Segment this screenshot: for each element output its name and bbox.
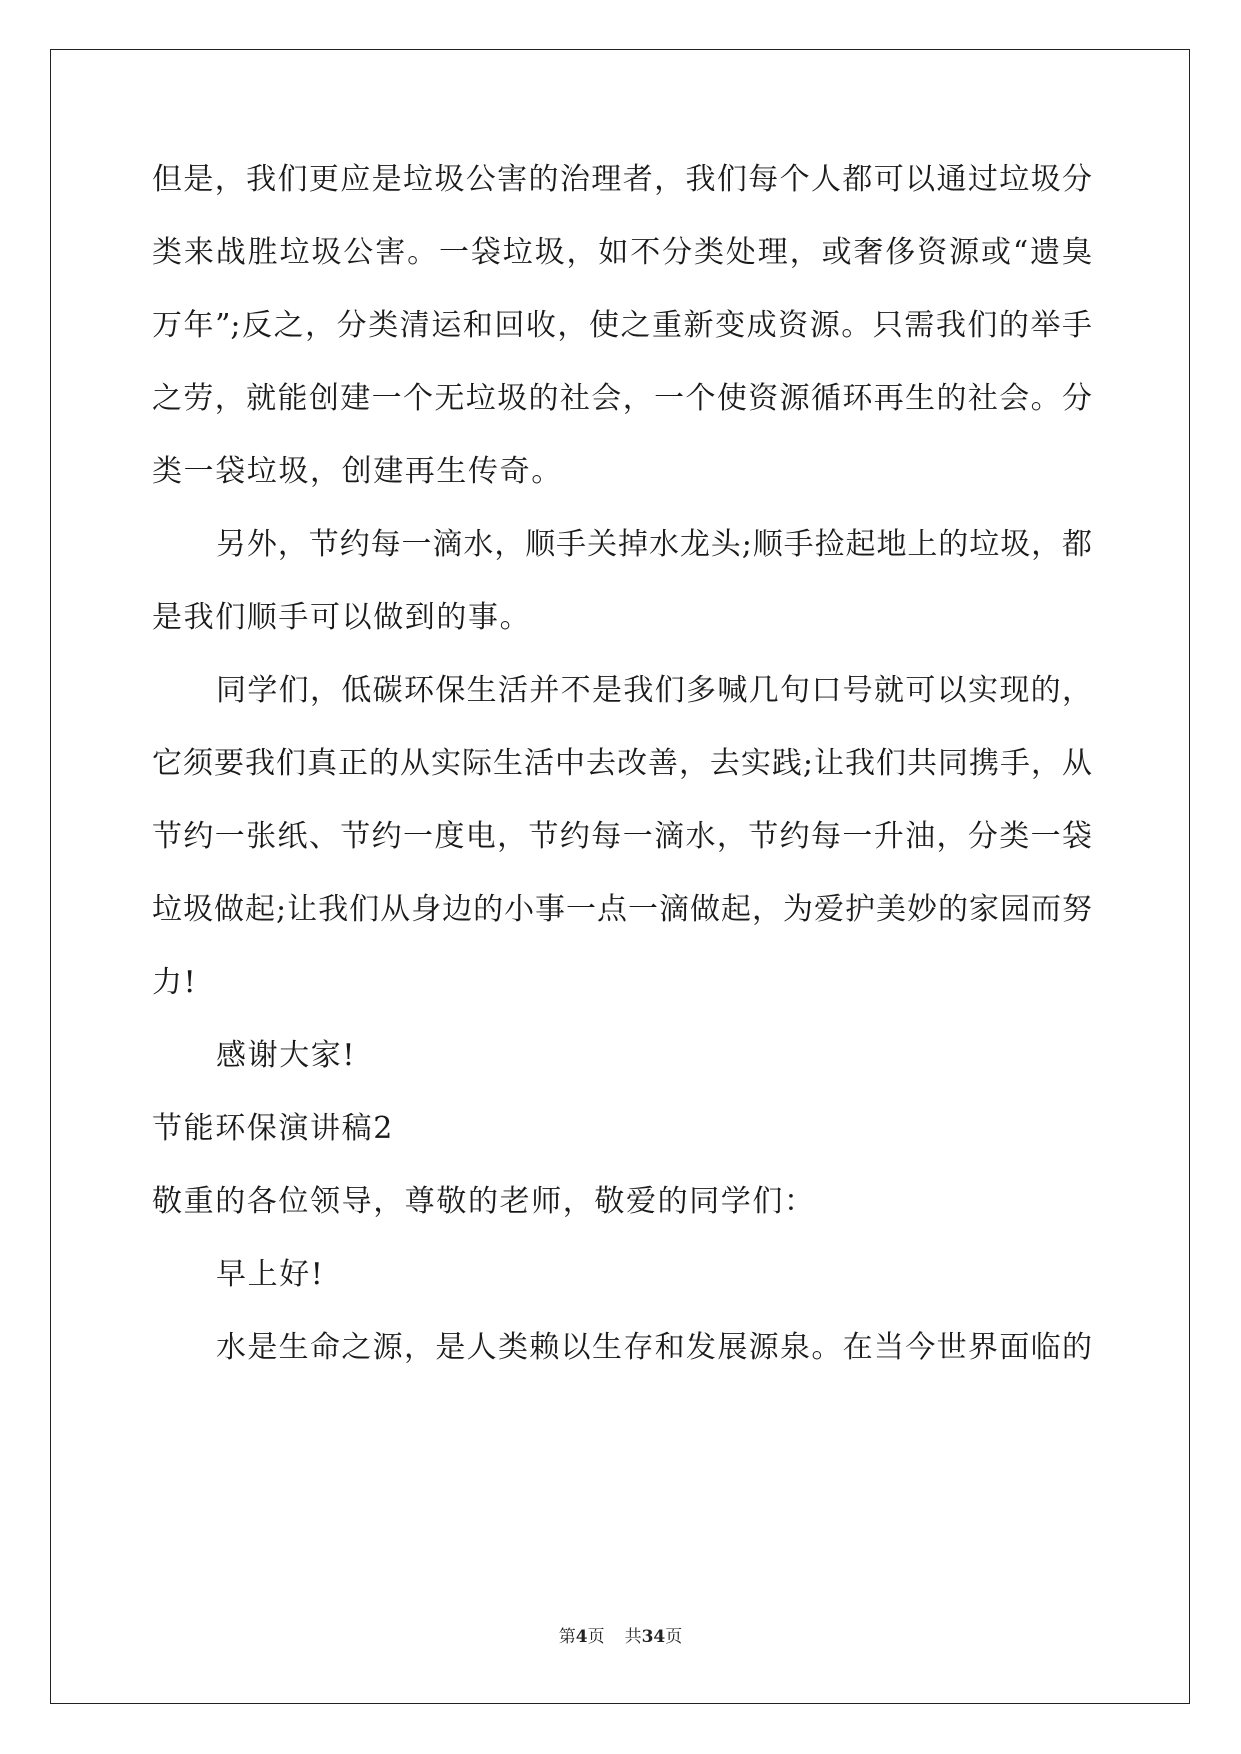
page-border — [50, 49, 1190, 1704]
page-suffix: 页 — [587, 1627, 605, 1647]
paragraph-line: 但是，我们更应是垃圾公害的治理者，我们每个人都可以通过垃圾分 — [152, 162, 1092, 197]
paragraph-line: 水是生命之源，是人类赖以生存和发展源泉。在当今世界面临的 — [216, 1330, 1092, 1365]
closing-line: 感谢大家! — [216, 1038, 357, 1073]
paragraph-line: 垃圾做起;让我们从身边的小事一点一滴做起，为爱护美妙的家园而努 — [152, 892, 1092, 927]
paragraph-line: 另外，节约每一滴水，顺手关掉水龙头;顺手捡起地上的垃圾，都 — [216, 527, 1092, 562]
paragraph-line: 类一袋垃圾，创建再生传奇。 — [152, 454, 563, 489]
paragraph-line: 类来战胜垃圾公害。一袋垃圾，如不分类处理，或奢侈资源或“遗臭 — [152, 235, 1092, 270]
paragraph-line: 同学们，低碳环保生活并不是我们多喊几句口号就可以实现的， — [216, 673, 1092, 708]
total-pages: 34 — [641, 1627, 666, 1647]
section-title: 节能环保演讲稿2 — [152, 1111, 394, 1146]
page-prefix: 第 — [558, 1627, 576, 1647]
paragraph-line: 节约一张纸、节约一度电，节约每一滴水，节约每一升油，分类一袋 — [152, 819, 1092, 854]
total-prefix: 共 — [624, 1627, 642, 1647]
greeting: 早上好! — [216, 1257, 325, 1292]
page-footer — [0, 1622, 1241, 1647]
salutation: 敬重的各位领导，尊敬的老师，敬爱的同学们： — [152, 1184, 816, 1219]
paragraph-line: 万年”;反之，分类清运和回收，使之重新变成资源。只需我们的举手 — [152, 308, 1092, 343]
paragraph-line: 它须要我们真正的从实际生活中去改善，去实践;让我们共同携手，从 — [152, 746, 1092, 781]
paragraph-line: 是我们顺手可以做到的事。 — [152, 600, 532, 635]
paragraph-line: 力! — [152, 965, 198, 1000]
total-suffix: 页 — [665, 1627, 683, 1647]
page-number: 4 — [575, 1627, 588, 1647]
paragraph-line: 之劳，就能创建一个无垃圾的社会，一个使资源循环再生的社会。分 — [152, 381, 1092, 416]
